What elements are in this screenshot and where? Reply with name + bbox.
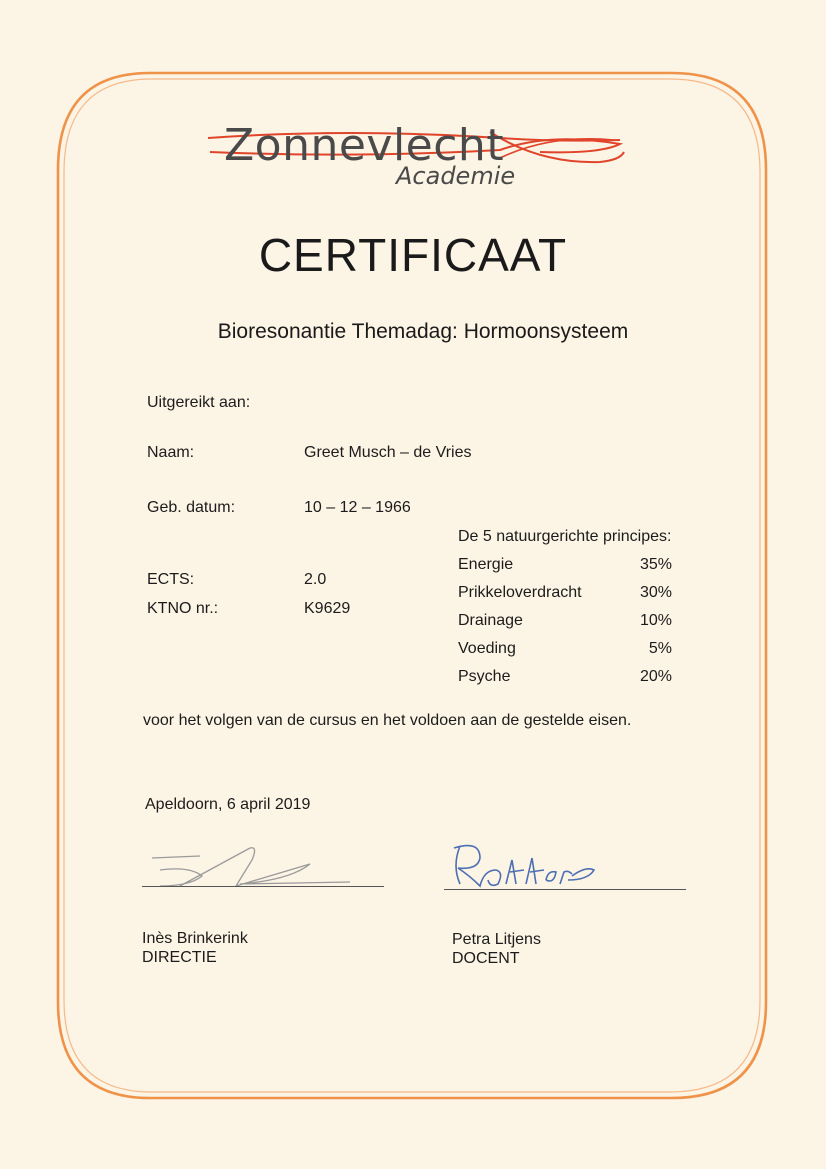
principle-row (458, 556, 672, 576)
principles-block (458, 528, 684, 685)
principle-row (458, 640, 672, 660)
dob-value: 10 – 12 – 1966 (304, 499, 411, 516)
principle-row (458, 668, 672, 688)
place-date: Apeldoorn, 6 april 2019 (145, 796, 311, 813)
principle-value: 35% (639, 556, 672, 573)
ktno-label: KTNO nr.: (147, 600, 219, 617)
ects-value: 2.0 (304, 571, 327, 588)
signatory-name-teacher: Petra Litjens (452, 931, 541, 948)
signatory-role-teacher: DOCENT (452, 950, 520, 967)
logo-main-text: Zonnevlecht (224, 120, 505, 171)
signatory-role-director: DIRECTIE (142, 949, 217, 966)
dob-label: Geb. datum: (147, 499, 236, 516)
principle-name: Prikkeloverdracht (458, 584, 582, 601)
logo-sub-text: Academie (396, 162, 516, 190)
principle-name: Voeding (458, 640, 516, 657)
issued-to-label: Uitgereikt aan: (147, 394, 251, 411)
ktno-value: K9629 (304, 600, 351, 617)
principle-value: 10% (639, 612, 672, 629)
principle-row (458, 584, 672, 604)
course-title: Bioresonantie Themadag: Hormoonsysteem (217, 320, 629, 343)
principle-value: 20% (639, 668, 672, 685)
academy-logo (200, 112, 630, 194)
name-value: Greet Musch – de Vries (304, 444, 472, 461)
principle-name: Psyche (458, 668, 511, 685)
principle-name: Energie (458, 556, 514, 573)
completion-statement: voor het volgen van de cursus en het voldoen aan de gestelde eisen. (143, 712, 632, 729)
principle-value: 30% (639, 584, 672, 601)
signatory-name-director: Inès Brinkerink (142, 930, 248, 947)
principle-name: Drainage (458, 612, 523, 629)
signature-line-teacher (444, 889, 686, 890)
principle-row (458, 612, 672, 632)
signature-line-director (142, 886, 384, 887)
name-label: Naam: (147, 444, 195, 461)
principles-title: De 5 natuurgerichte principes: (458, 528, 672, 545)
ects-label: ECTS: (147, 571, 195, 588)
certificate-title: CERTIFICAAT (258, 229, 568, 281)
principle-value: 5% (648, 640, 672, 657)
signature-teacher (440, 840, 600, 892)
